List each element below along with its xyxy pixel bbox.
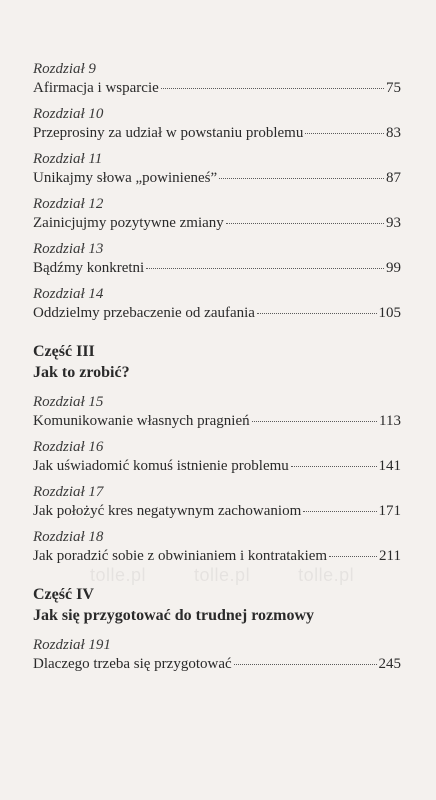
- part-title: Jak się przygotować do trudnej rozmowy: [33, 607, 315, 624]
- table-of-contents: [33, 60, 401, 681]
- part-label: Część IV: [33, 586, 94, 603]
- dot-leader: [252, 421, 377, 422]
- chapter-title: Przeprosiny za udział w powstaniu problemu: [33, 125, 304, 141]
- page-number: 99: [386, 260, 401, 276]
- dot-leader: [329, 556, 377, 557]
- chapter-number: Rozdział 9: [33, 61, 96, 77]
- chapter-title: Unikajmy słowa „powinieneś”: [33, 170, 218, 186]
- chapter-number: Rozdział 15: [33, 394, 104, 410]
- toc-line: [33, 124, 401, 143]
- chapter-title: Dlaczego trzeba się przygotować: [33, 656, 232, 672]
- chapter-title: Bądźmy konkretni: [33, 260, 145, 276]
- toc-entry: [33, 285, 401, 323]
- dot-leader: [234, 664, 377, 665]
- chapter-title: Komunikowanie własnych pragnień: [33, 413, 250, 429]
- dot-leader: [161, 88, 384, 89]
- toc-line: [33, 502, 401, 521]
- toc-line: [33, 79, 401, 98]
- page-number: 113: [379, 413, 401, 429]
- dot-leader: [146, 268, 384, 269]
- dot-leader: [219, 178, 384, 179]
- chapter-number: Rozdział 16: [33, 439, 104, 455]
- chapter-title: Jak uświadomić komuś istnienie problemu: [33, 458, 289, 474]
- chapter-number: Rozdział 12: [33, 196, 104, 212]
- toc-line: [33, 259, 401, 278]
- page-number: 245: [378, 656, 401, 672]
- page-number: 83: [386, 125, 401, 141]
- part-label: Część III: [33, 343, 95, 360]
- toc-entry: [33, 393, 401, 431]
- chapter-number: Rozdział 11: [33, 151, 103, 167]
- dot-leader: [226, 223, 384, 224]
- toc-entry: [33, 195, 401, 233]
- toc-line: [33, 655, 401, 674]
- toc-entry: [33, 483, 401, 521]
- chapter-title: Oddzielmy przebaczenie od zaufania: [33, 305, 255, 321]
- page-number: 87: [386, 170, 401, 186]
- part-title: Jak to zrobić?: [33, 364, 130, 381]
- toc-entry: [33, 150, 401, 188]
- chapter-title: Afirmacja i wsparcie: [33, 80, 159, 96]
- watermark-text: tolle.pl: [90, 565, 147, 585]
- page-number: 105: [378, 305, 401, 321]
- watermark-text: tolle.pl: [194, 565, 251, 585]
- chapter-title: Jak poradzić sobie z obwinianiem i kontratakiem: [33, 548, 328, 564]
- watermark-text: tolle.pl: [298, 565, 355, 585]
- page-number: 93: [386, 215, 401, 231]
- chapter-number: Rozdział 13: [33, 241, 104, 257]
- watermark: [90, 565, 430, 586]
- toc-entry: [33, 240, 401, 278]
- toc-entry: [33, 438, 401, 476]
- chapter-number: Rozdział 191: [33, 637, 111, 653]
- toc-entry: [33, 60, 401, 98]
- part-heading: [33, 341, 401, 383]
- dot-leader: [305, 133, 384, 134]
- part-heading: [33, 584, 401, 626]
- toc-line: [33, 214, 401, 233]
- dot-leader: [257, 313, 377, 314]
- toc-line: [33, 547, 401, 566]
- toc-entry: [33, 636, 401, 674]
- dot-leader: [303, 511, 376, 512]
- toc-line: [33, 412, 401, 431]
- chapter-number: Rozdział 17: [33, 484, 104, 500]
- page-number: 75: [386, 80, 401, 96]
- dot-leader: [291, 466, 377, 467]
- chapter-title: Zainicjujmy pozytywne zmiany: [33, 215, 224, 231]
- chapter-number: Rozdział 18: [33, 529, 104, 545]
- toc-line: [33, 304, 401, 323]
- page-number: 141: [378, 458, 401, 474]
- chapter-number: Rozdział 14: [33, 286, 104, 302]
- toc-line: [33, 457, 401, 476]
- page-number: 171: [378, 503, 401, 519]
- chapter-title: Jak położyć kres negatywnym zachowaniom: [33, 503, 302, 519]
- chapter-number: Rozdział 10: [33, 106, 104, 122]
- page-number: 211: [379, 548, 401, 564]
- toc-entry: [33, 105, 401, 143]
- toc-entry: [33, 528, 401, 566]
- toc-line: [33, 169, 401, 188]
